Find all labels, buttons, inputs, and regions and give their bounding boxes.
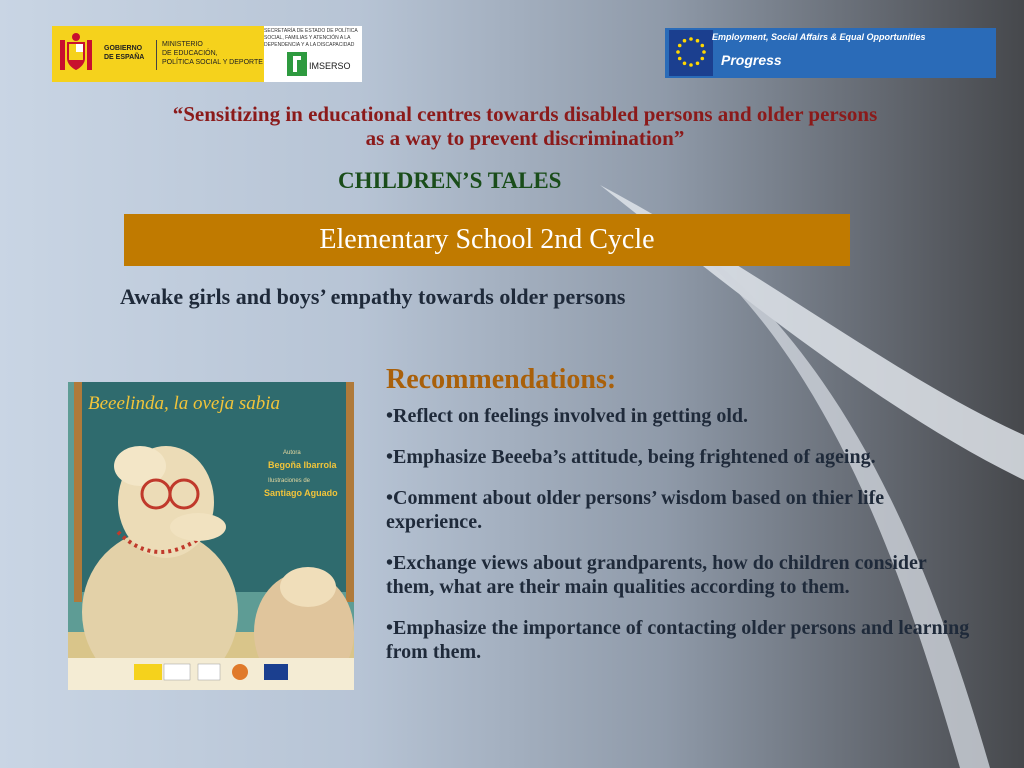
bullet-marker: •: [386, 617, 394, 639]
book-author-label: Autora: [283, 450, 301, 456]
recommendation-item: [386, 445, 976, 469]
spain-government-text: GOBIERNO DE ESPAÑA: [104, 45, 145, 61]
bullet-marker: •: [386, 446, 394, 468]
eu-progress-logo: [665, 28, 996, 78]
tagline: Awake girls and boys’ empathy towards older persons: [120, 284, 626, 309]
bullet-marker: •: [386, 487, 394, 509]
recommendation-text: Comment about older persons’ wisdom based on thier life experience.: [386, 487, 885, 533]
recommendations-section: [386, 362, 976, 681]
recommendation-item: [386, 616, 976, 664]
eu-program-label: Employment, Social Affairs & Equal Opportunities: [712, 32, 926, 42]
imserso-icon: [287, 52, 307, 76]
spain-government-logo: [52, 26, 362, 82]
book-cover-title: Beeelinda, la oveja sabia: [88, 393, 281, 414]
book-illustrator: Santiago Aguado: [264, 488, 338, 498]
eu-flag-icon: [669, 30, 713, 76]
imserso-logo: [287, 52, 355, 78]
bullet-marker: •: [386, 552, 394, 574]
slide-subtitle: CHILDREN’S TALES: [338, 168, 562, 193]
recommendation-item: [386, 404, 976, 428]
book-illustrator-label: Ilustraciones de: [268, 478, 311, 484]
book-cover-image: [68, 382, 354, 690]
title-line-2: as a way to prevent discrimination”: [365, 126, 685, 150]
recommendation-item: [386, 486, 976, 534]
eu-progress-label: Progress: [721, 52, 782, 68]
recommendation-item: [386, 551, 976, 599]
imserso-label: IMSERSO: [309, 61, 351, 71]
recommendation-text: Emphasize the importance of contacting older persons and learning from them.: [386, 617, 970, 663]
recommendation-text: Reflect on feelings involved in getting old.: [393, 405, 748, 427]
cycle-banner-text: Elementary School 2nd Cycle: [319, 224, 655, 255]
ministry-text: MINISTERIO DE EDUCACIÓN, POLÍTICA SOCIAL Y DEPORTE: [162, 41, 263, 66]
coat-of-arms-icon: [58, 32, 94, 76]
slide-title: [60, 102, 990, 150]
recommendations-heading: Recommendations:: [386, 364, 617, 395]
book-author: Begoña Ibarrola: [268, 460, 337, 470]
bullet-marker: •: [386, 405, 394, 427]
recommendation-text: Emphasize Beeeba’s attitude, being frightened of ageing.: [393, 446, 876, 468]
logo-divider: [156, 40, 157, 70]
recommendation-text: Exchange views about grandparents, how do children consider them, what are their main qualities according to them.: [386, 552, 927, 598]
cycle-banner: [124, 214, 850, 266]
title-line-1: “Sensitizing in educational centres towards disabled persons and older persons: [172, 102, 878, 126]
recommendations-list: [386, 404, 976, 664]
secretariat-text: SECRETARÍA DE ESTADO DE POLÍTICA SOCIAL, FAMILIAS Y ATENCIÓN A LA DEPENDENCIA Y A LA DISCAPACIDAD: [264, 28, 358, 48]
